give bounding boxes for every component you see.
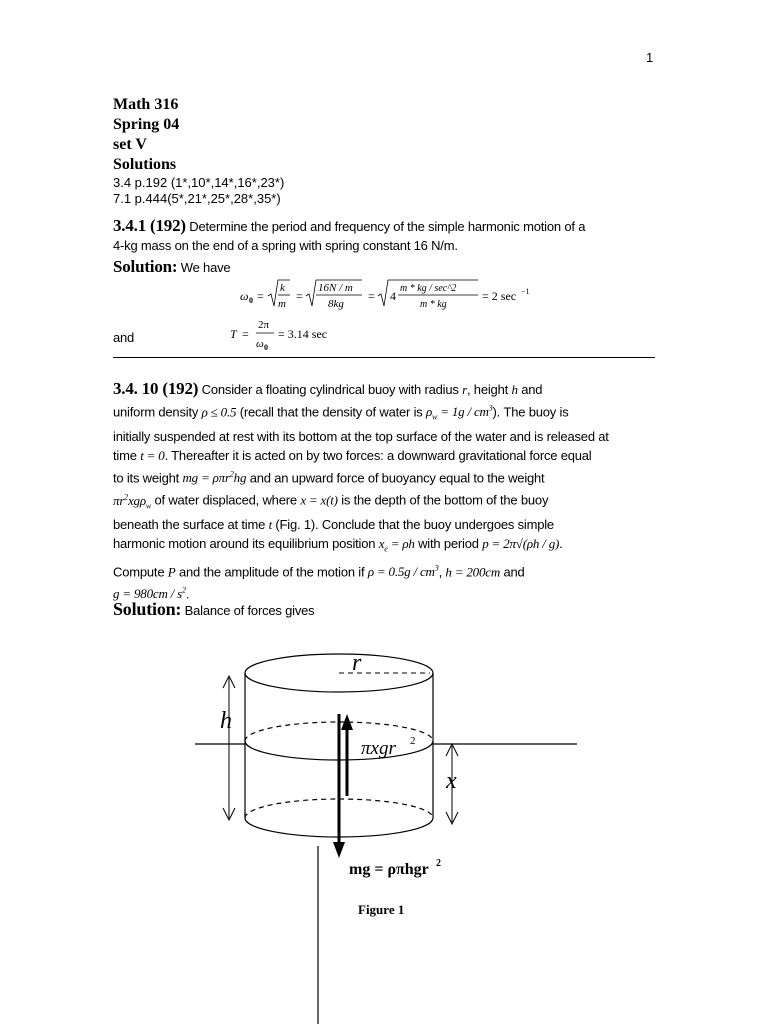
- term: Spring 04: [113, 116, 180, 133]
- p2-text-14: (Fig. 1). Conclude that the buoy undergoes simple: [275, 517, 554, 533]
- omega-equation: [240, 276, 540, 316]
- problem-1-line-2: 4-kg mass on the end of a spring with spring constant 16 N/m.: [113, 238, 458, 253]
- problem-1-number: 3.4.1 (192): [113, 216, 186, 235]
- svg-text:= 3.14 sec: = 3.14 sec: [278, 327, 328, 341]
- header-block: [113, 95, 284, 207]
- p2-text-13: beneath the surface at time: [113, 517, 266, 533]
- svg-text:8kg: 8kg: [328, 298, 344, 310]
- problem-1-solution: [113, 257, 230, 277]
- svg-text:=: =: [296, 289, 303, 303]
- svg-text:0: 0: [249, 296, 253, 305]
- label-x: x: [446, 768, 457, 794]
- svg-text:4: 4: [390, 289, 396, 303]
- p2-text-2: and: [521, 382, 543, 397]
- course-title: Math 316: [113, 96, 179, 113]
- weight-arrowhead: [333, 842, 345, 858]
- math-xe: $x_e = \rho h$: [378, 536, 415, 554]
- svg-text:m: m: [278, 298, 286, 310]
- problem-1-statement: [113, 216, 658, 255]
- figure-caption: Figure 1: [358, 902, 405, 917]
- svg-text:0: 0: [264, 343, 268, 352]
- p2-text-10: and an upward force of buoyancy equal to the weight: [249, 470, 545, 486]
- p2-text-12: is the depth of the bottom of the buoy: [341, 492, 549, 508]
- math-r: r: [462, 382, 467, 397]
- p2-text-17: Compute: [113, 564, 165, 580]
- math-rho-w: $\rho_w = 1g / cm^3$: [426, 404, 493, 422]
- problem-2-statement: 3.4. 10 (192) Consider a floating cylindrical buoy with radius r, height h and uniform density ρ ≤ 0.5 (recall that the density of water is $\rho_w = 1g / cm^3$). The buoy is initially suspended at rest with its bottom at the top surface of the water and is released at time t = 0. Thereafter it is acted on by two forces: a downward gravitational force equal to its weight mg = ρπr$^2$hg and an upward force of buoyancy equal to the weight $\pi r^2xg\rho_w$ of water displaced, where x = x(t) is the depth of the bottom of the buoy beneath the surface at time t (Fig. 1). Conclude that the buoy undergoes simple harmonic motion around its equilibrium position $x_e = \rho h$ with period p = 2π√(ρh / g). Compute P and the amplitude of the motion if $\rho = 0.5g / cm^3$, h = 200cm and $g = 980cm / s^2$.: [113, 379, 609, 602]
- svg-text:m * kg / sec^2: m * kg / sec^2: [400, 283, 457, 294]
- label-r: r: [352, 650, 362, 676]
- p2-text-5: ). The buoy is: [492, 404, 569, 420]
- svg-text:−1: −1: [521, 287, 530, 296]
- problem-1-line-1: Determine the period and frequency of the simple harmonic motion of a: [189, 219, 586, 234]
- p2-text-1: , height: [466, 382, 509, 397]
- math-t: t: [268, 517, 272, 533]
- assignment-line-2: 7.1 p.444(5*,21*,25*,28*,35*): [113, 191, 281, 206]
- svg-text:=: =: [257, 289, 264, 303]
- label-h: h: [220, 708, 232, 734]
- solution-text-1: We have: [180, 260, 231, 275]
- p2-text-11: of water displaced, where: [154, 492, 297, 508]
- svg-text:2π: 2π: [258, 319, 270, 331]
- section-divider: [113, 357, 655, 358]
- math-p: P: [167, 564, 176, 580]
- period-equation-svg: [230, 316, 390, 356]
- set-label: set V: [113, 136, 147, 153]
- buoyancy-label: πxgr: [361, 738, 396, 759]
- and-label-1: and: [113, 330, 135, 345]
- p2-text-3: uniform density: [113, 404, 199, 420]
- svg-text:= 2 sec: = 2 sec: [482, 289, 517, 303]
- svg-text:ω: ω: [240, 289, 249, 303]
- math-rho-le: ρ ≤ 0.5: [201, 404, 237, 420]
- p2-text-6: initially suspended at rest with its bottom at the top surface of the water and is released at: [113, 428, 609, 444]
- math-h-val: h = 200cm: [445, 564, 501, 580]
- solution-text-2: Balance of forces gives: [184, 603, 315, 618]
- p2-text-7: time: [113, 447, 137, 463]
- p2-text-9: to its weight: [113, 470, 180, 486]
- weight-exp: 2: [436, 858, 441, 869]
- period-equation: [230, 316, 390, 356]
- solutions-label: Solutions: [113, 156, 177, 173]
- omega-equation-svg: [240, 276, 540, 316]
- solution-label-2: Solution:: [113, 599, 182, 619]
- svg-text:=: =: [368, 289, 375, 303]
- svg-text:k: k: [280, 282, 285, 294]
- p2-text-15: harmonic motion around its equilibrium position: [113, 536, 376, 552]
- p2-text-19: and: [503, 564, 525, 580]
- p2-text-8: . Thereafter it is acted on by two forces: a downward gravitational force equal: [164, 447, 592, 463]
- buoyancy-exp: 2: [410, 735, 416, 747]
- figure-1-buoy-diagram: [0, 614, 768, 1024]
- math-period: p = 2π√(ρh / g): [482, 536, 560, 552]
- p2-text-16: with period: [418, 536, 479, 552]
- svg-text:16N / m: 16N / m: [318, 282, 353, 294]
- svg-text:=: =: [242, 327, 249, 341]
- p2-text-0: Consider a floating cylindrical buoy with radius: [201, 382, 459, 397]
- math-g-val: $g = 980cm / s^2$: [113, 586, 186, 602]
- math-buoy: $\pi r^2xg\rho_w$: [113, 492, 152, 511]
- svg-text:T: T: [230, 327, 237, 341]
- math-rho-val: $\rho = 0.5g / cm^3$: [367, 563, 439, 580]
- math-xt: x = x(t): [300, 492, 338, 508]
- weight-label: mg = ρπhgr: [349, 861, 429, 878]
- p2-text-18: and the amplitude of the motion if: [178, 564, 365, 580]
- math-h: h: [511, 382, 518, 397]
- svg-text:ω: ω: [256, 338, 264, 350]
- p2-text-4: (recall that the density of water is: [239, 404, 423, 420]
- svg-text:m * kg: m * kg: [420, 299, 447, 310]
- math-mg: mg = ρπr$^2$hg: [182, 469, 247, 486]
- page-number: 1: [646, 50, 654, 65]
- math-t0: t = 0: [140, 447, 165, 463]
- assignment-line-1: 3.4 p.192 (1*,10*,14*,16*,23*): [113, 175, 285, 190]
- solution-label-1: Solution:: [113, 257, 178, 276]
- problem-2-number: 3.4. 10 (192): [113, 379, 199, 398]
